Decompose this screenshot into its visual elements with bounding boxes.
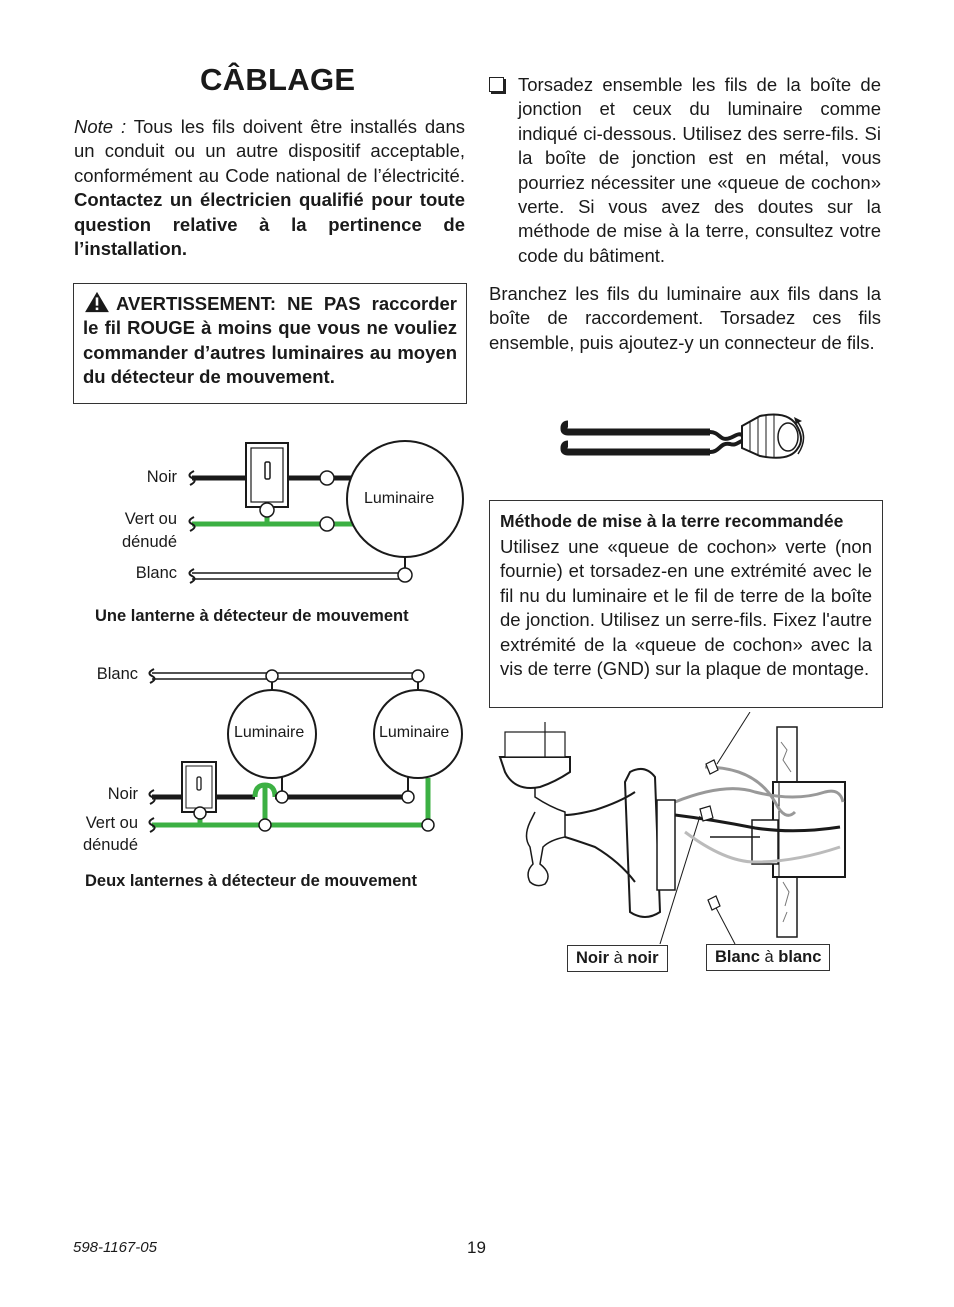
diagram-two-lanterns [140,660,470,840]
d1-label-blanc: Blanc [135,564,177,582]
d2-label-luminaire-2: Luminaire [379,724,450,741]
wire-white-a: Blanc [715,948,760,966]
checklist-text: Torsadez ensemble les fils de la boîte de jonction et ceux du luminaire comme indiqué ci-dessous. Utilisez des serre-fils. Si la boîte de jonction est en métal, vous pourriez nécessiter une «queue de cochon» verte. Si vous avez des doutes sur la méthode de mise à la terre, consultez votre code du bâtiment. [518,74,881,266]
method-text: Utilisez une «queue de cochon» verte (non fournie) et torsadez-en une extrémité avec le fil nu du luminaire et le fil de terre de la boîte de jonction. Utilisez un serre-fils. Fixez l'autre extrémité de la «queue de cochon» avec la vis de terre (GND) sur la plaque de montage. [500,536,872,680]
wire-white-b: blanc [778,948,822,966]
connect-paragraph: Branchez les fils du luminaire aux fils dans la boîte de raccordement. Torsadez ces fils ensemble, puis ajoutez-y un connecteur de fils. [489,283,881,353]
checkbox-icon [489,77,504,92]
d1-caption: Une lanterne à détecteur de mouvement [95,607,409,625]
note-text: Tous les fils doivent être installés dans un conduit ou un autre dispositif acceptable, conformément au Code national de l’électricité. [74,116,466,186]
d2-label-luminaire-1: Luminaire [234,724,305,741]
grounding-method-box [489,500,883,708]
d1-label-vert: Vert ou [124,510,177,528]
page-number: 19 [467,1238,486,1257]
warning-icon [83,291,111,313]
d2-label-blanc: Blanc [96,665,138,683]
note-prefix: Note : [74,116,127,137]
fixture-wiring-illustration [495,712,855,952]
wire-white-mid: à [759,948,779,966]
diagram-single-lantern [180,435,470,595]
wire-black-a: Noir [576,949,609,967]
d2-label-denude: dénudé [82,836,138,854]
d2-caption: Deux lanternes à détecteur de mouvement [85,872,417,890]
method-title: Méthode de mise à la terre recommandée [500,511,844,531]
d2-label-vert: Vert ou [85,814,138,832]
d1-label-noir: Noir [146,468,177,486]
d1-label-luminaire: Luminaire [364,490,435,507]
document-code: 598-1167-05 [73,1239,157,1256]
wire-black-b: noir [627,949,659,967]
wire-black-mid: à [609,949,628,967]
wire-label-black [567,945,668,972]
warning-box [73,283,467,404]
d1-label-denude: dénudé [121,533,177,551]
wire-label-white [706,944,830,971]
wire-nut-illustration [560,408,810,464]
note-bold-text: Contactez un électricien qualifié pour toute question relative à la pertinence de l’installation. [74,189,465,260]
checklist-item [489,73,881,268]
warning-text: AVERTISSEMENT: NE PAS raccorder le fil ROUGE à moins que vous ne vouliez commander d’autres luminaires au moyen du détecteur de mouvement. [83,293,457,388]
note-paragraph [74,115,465,261]
d2-label-noir: Noir [107,785,138,803]
page-title: CÂBLAGE [200,62,356,97]
